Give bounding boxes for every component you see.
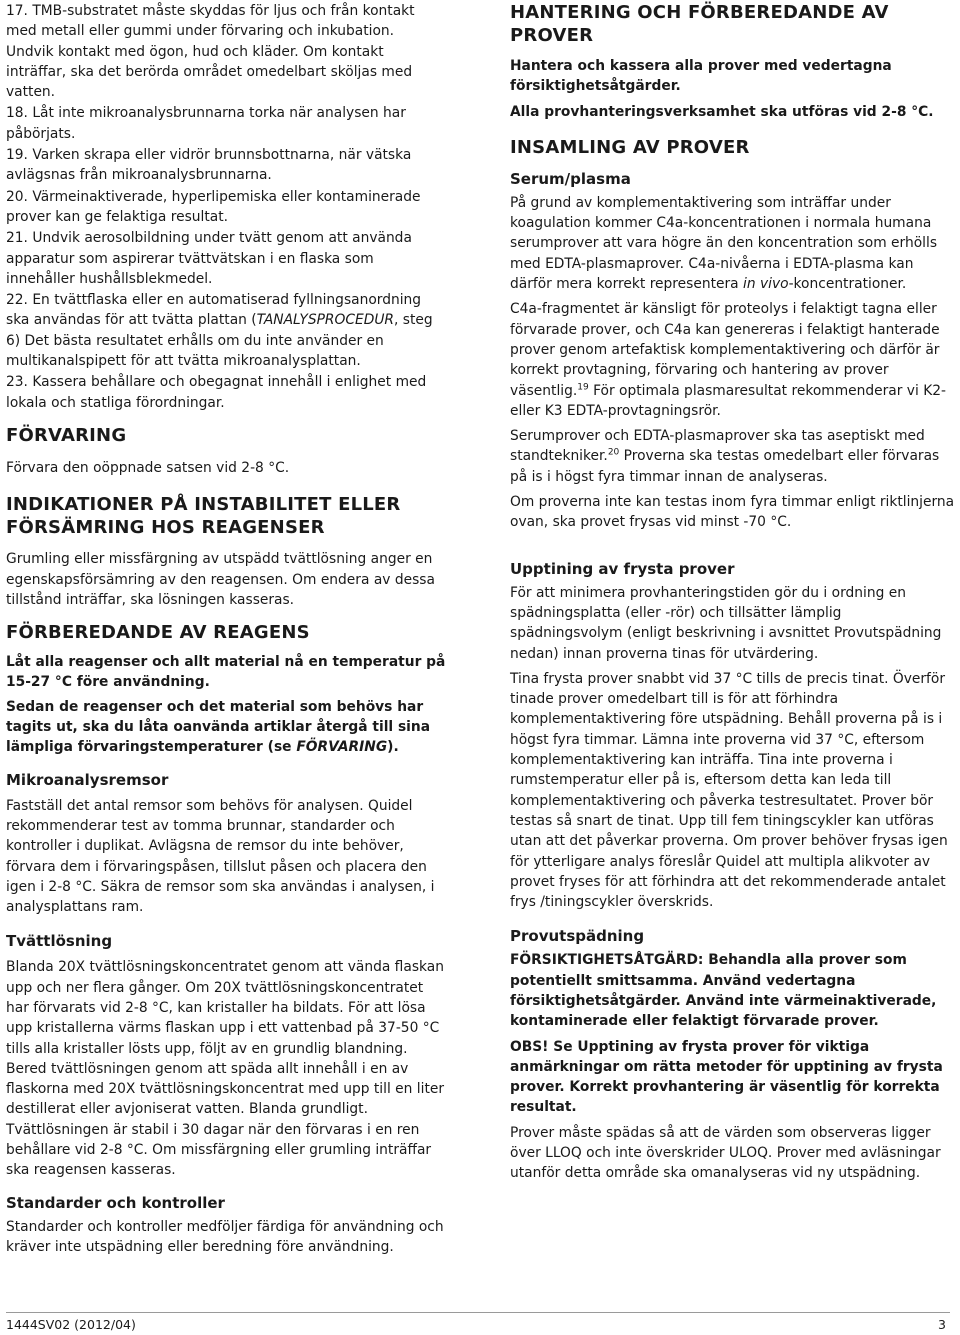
heading-indikationer: INDIKATIONER PÅ INSTABILITET ELLER FÖRSÄMRING HOS REAGENSER bbox=[6, 494, 401, 539]
standarder-text: Standarder och kontroller medföljer färdiga för användning och kräver inte utspädning eller beredning före användning. bbox=[6, 1218, 444, 1255]
heading-upptining: Upptining av frysta prover bbox=[510, 559, 735, 578]
upptining-p1: För att minimera provhanteringstiden gör du i ordning en spädningsplatta (eller -rör) och tillsätter lämplig spädningsvolym (enligt beskrivning i avsnittet Provutspädning nedan) innan proverna tinas för utvärdering. bbox=[510, 584, 942, 662]
list-item-17 bbox=[6, 1, 446, 102]
item-text: TMB-substratet måste skyddas för ljus och från kontakt med metall eller gummi under förvaring och inkubation. Undvik kontakt med ögon, hud och kläder. Om kontakt inträffar, ska det berörda området omedelbart sköljas med vatten. bbox=[6, 3, 415, 101]
provutspadning-p2: OBS! Se Upptining av frysta prover för viktiga anmärkningar om rätta metoder för upptining av frysta prover. Korrekt provhantering är väsentlig för korrekta resultat. bbox=[510, 1038, 943, 1116]
item-text: Undvik aerosolbildning under tvätt genom att använda apparatur som aspirerar tvättvätskan i en flaska som innehåller hushållsblekmedel. bbox=[6, 230, 412, 287]
mikroanalysremsor-text: Fastställ det antal remsor som behövs för analysen. Quidel rekommenderar test av tomma brunnar, standarder och kontroller i duplikat. Avlägsna de remsor du inte behöver, förvara dem i förvaringspåsen, tillslut påsen och placera den igen i 2-8 °C. Säkra de remsor som ska användas i analysen, i analysplattans ram. bbox=[6, 797, 435, 916]
item-number: 23. bbox=[6, 374, 28, 391]
tvattlosning-text: Blanda 20X tvättlösningskoncentratet genom att vända flaskan upp och ner flera gånger. Om 20X tvättlösningskoncentratet har förvarats vid 2-8 °C, kan kristaller ha bildats. För att lösa upp kristallerna värms flaskan upp i ett vattenbad på 37-50 °C tills alla kristaller lösts upp, följt av en grundlig blandning. Bered tvättlösningen genom att späda allt innehåll i en av flaskorna med 20X tvättlösningskoncentrat med upp till en liter destillerat eller avjoniserat vatten. Blanda grundligt. Tvättlösningen är stabil i 30 dagar när den förvaras i en ren behållare vid 2-8 °C. Om missfärgning eller grumling inträffar ska reagensen kasseras. bbox=[6, 959, 445, 1179]
right-column bbox=[510, 0, 956, 1184]
reference-superscript: 20 bbox=[607, 447, 620, 458]
hantering-p2: Alla provhanteringsverksamhet ska utföras vid 2-8 °C. bbox=[510, 103, 934, 120]
footer-page-number: 3 bbox=[938, 1317, 946, 1332]
insamling-p2: C4a-fragmentet är känsligt för proteolys i felaktigt tagna eller förvarade prover, och C4a kan genereras i felaktigt hanterade prover genom artefaktisk komplementaktivering och därför är korrekt provtagning, förvaring och hantering av prover väsentlig.$^{19}$ För optimala plasmaresultat rekommenderar vi K2- eller K3 EDTA-provtagningsrör. bbox=[510, 301, 946, 419]
upptining-p2: Tina frysta prover snabbt vid 37 °C tills de precis tinat. Överför tinade prover omedelbart till is för att förhindra komplementaktivering före utspädning. Behåll proverna på is i högst fyra timmar. Lämna inte proverna vid 37 °C, eftersom komplementaktivering kan inträffa. Tina inte proverna i rumstemperatur eller på is, eftersom detta kan leda till komplementaktivering och påverka testresultatet. Prover bör testas så snart de tinat. Upp till fem tiningscykler kan utföras utan att det påverkar proverna. Om prover behöver frysas igen för ytterligare analys föreslår Quidel att multipla alikvoter av provet fryses för att förhindra att det rekommenderade antalet frys /tiningscykler överskrids. bbox=[510, 670, 948, 911]
item-number: 22. bbox=[6, 292, 28, 309]
list-item-20 bbox=[6, 187, 446, 228]
item-number: 21. bbox=[6, 230, 28, 247]
heading-forvaring: FÖRVARING bbox=[6, 424, 127, 446]
insamling-p4: Om proverna inte kan testas inom fyra timmar enligt riktlinjerna ovan, ska provet frysas vid minst -70 °C. bbox=[510, 494, 955, 531]
item-text: Värmeinaktiverade, hyperlipemiska eller kontaminerade prover kan ge felaktiga resultat. bbox=[6, 188, 421, 225]
section-reference: FÖRVARING bbox=[296, 739, 388, 756]
provutspadning-p3: Prover måste spädas så att de värden som observeras ligger över LLOQ och inte överskrider ULOQ. Prover med avläsningar utanför detta område ska omanalyseras vid ny utspädning. bbox=[510, 1124, 941, 1182]
footer-divider bbox=[6, 1312, 950, 1313]
list-item-18 bbox=[6, 103, 446, 144]
item-text: Låt inte mikroanalysbrunnarna torka när analysen har påbörjats. bbox=[6, 105, 406, 142]
insamling-p1: På grund av komplementaktivering som inträffar under koagulation kommer C4a-koncentrationen i normala humana serumprover att vara högre än den koncentration som erhölls med EDTA-plasmaprover. C4a-nivåerna i EDTA-plasma kan därför mera korrekt representera in vivo-koncentrationer. bbox=[510, 194, 938, 293]
list-item-21 bbox=[6, 228, 446, 289]
item-number: 20. bbox=[6, 188, 28, 205]
forvaring-text: Förvara den oöppnade satsen vid 2-8 °C. bbox=[6, 459, 290, 476]
hantering-p1: Hantera och kassera alla prover med vedertagna försiktighetsåtgärder. bbox=[510, 58, 892, 95]
heading-serum-plasma: Serum/plasma bbox=[510, 169, 631, 188]
item-text: Kassera behållare och obegagnat innehåll i enlighet med lokala och statliga förordningar. bbox=[6, 374, 427, 411]
heading-mikroanalysremsor: Mikroanalysremsor bbox=[6, 770, 169, 789]
item-number: 18. bbox=[6, 105, 28, 122]
footer-document-id: 1444SV02 (2012/04) bbox=[6, 1317, 136, 1332]
list-item-23 bbox=[6, 372, 446, 413]
indikationer-text: Grumling eller missfärgning av utspädd tvättlösning anger en egenskapsförsämring av den reagensen. Om endera av dessa tillstånd inträffar, ska lösningen kasseras. bbox=[6, 551, 435, 608]
heading-insamling: INSAMLING AV PROVER bbox=[510, 136, 750, 158]
insamling-p3: Serumprover och EDTA-plasmaprover ska tas aseptiskt med standtekniker.$^{20}$ Proverna ska testas omedelbart eller förvaras på is i högst fyra timmar innan de analyseras. bbox=[510, 428, 940, 485]
heading-provutspadning: Provutspädning bbox=[510, 927, 645, 946]
heading-tvattlosning: Tvättlösning bbox=[6, 932, 113, 951]
forberedande-p1: Låt alla reagenser och allt material nå en temperatur på 15-27 °C före användning. bbox=[6, 654, 446, 691]
heading-forberedande-reagens: FÖRBEREDANDE AV REAGENS bbox=[6, 622, 310, 644]
heading-hantering: HANTERING OCH FÖRBEREDANDE AV PROVER bbox=[510, 2, 889, 46]
section-reference: TANALYSPROCEDUR bbox=[256, 312, 395, 329]
left-column bbox=[6, 0, 446, 1257]
reference-superscript: 19 bbox=[577, 381, 589, 392]
forberedande-p2: Sedan de reagenser och det material som behövs har tagits ut, ska du låta oanvända artiklar återgå till sina lämpliga förvaringstemperaturer (se FÖRVARING). bbox=[6, 698, 431, 756]
list-item-19 bbox=[6, 145, 446, 186]
heading-standarder: Standarder och kontroller bbox=[6, 1193, 225, 1212]
item-text: Varken skrapa eller vidrör brunnsbottnarna, när vätska avlägsnas från mikroanalysbrunnarna. bbox=[6, 147, 412, 184]
list-item-22: 22. En tvättflaska eller en automatiserad fyllningsanordning ska användas för att tvätta plattan (TANALYSPROCEDUR, steg 6) Det bästa resultatet erhålls om du inte använder en multikanalspipett för att tvätta mikroanalysplattan. bbox=[6, 292, 433, 370]
item-number: 17. bbox=[6, 3, 28, 19]
item-number: 19. bbox=[6, 147, 28, 164]
provutspadning-p1: FÖRSIKTIGHETSÅTGÄRD: Behandla alla prover som potentiellt smittsamma. Använd vedertagna försiktighetsåtgärder. Använd inte värmeinaktiverade, kontaminerade eller felaktigt förvarade prover. bbox=[510, 952, 937, 1030]
